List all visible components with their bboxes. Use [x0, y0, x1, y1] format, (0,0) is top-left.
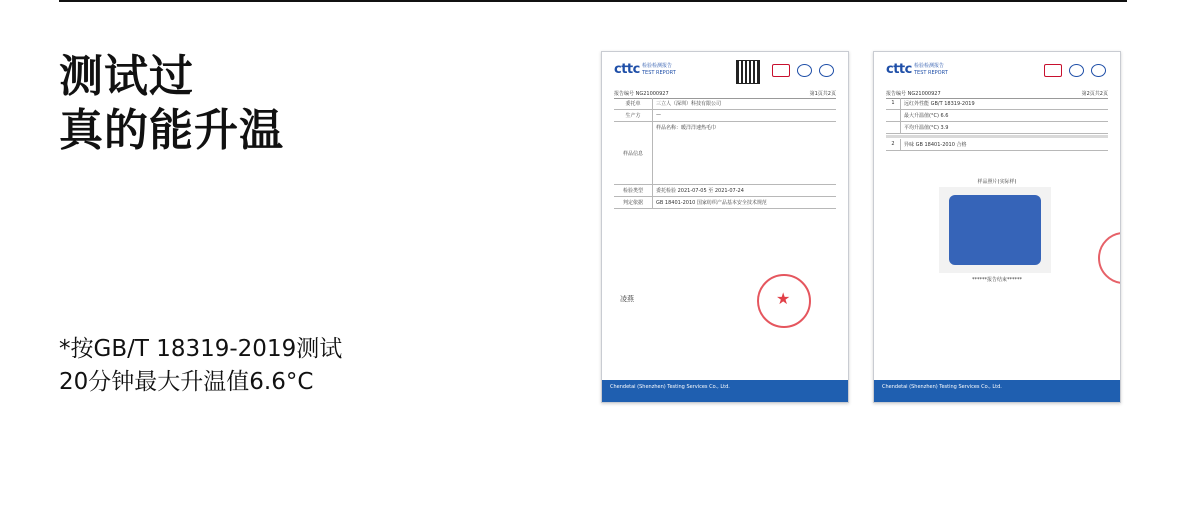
- cnas-seal-icon: [1091, 64, 1106, 77]
- table-row: 平均升温值(°C) 3.9: [886, 122, 1108, 134]
- report-title: 检验检测报告 TEST REPORT: [914, 63, 948, 76]
- cnas-seal-icon: [819, 64, 834, 77]
- report-end-mark: ******报告结束******: [971, 277, 1022, 283]
- cma-seal-icon: [772, 64, 790, 77]
- top-divider: [59, 0, 1127, 2]
- cma-seal-icon: [1044, 64, 1062, 77]
- official-stamp-icon: ★: [757, 274, 811, 328]
- table-row: 2 异味 GB 18401-2010 合格: [886, 139, 1108, 151]
- certification-seals: [770, 62, 834, 81]
- table-row: 判定依据 GB 18401-2010 国家纺织产品基本安全技术规范: [614, 197, 836, 209]
- results-table: [886, 98, 1108, 151]
- table-row: 样品信息 样品名称：暖洋洋速热毛巾: [614, 122, 836, 185]
- report-table: [614, 98, 836, 209]
- sample-photo: [939, 187, 1051, 273]
- towel-image: [949, 195, 1041, 265]
- footer-company: Chendetai (Shenzhen) Testing Services Co., Ltd.: [882, 384, 1002, 390]
- report-footer: [874, 380, 1120, 402]
- test-report-page-2: [873, 51, 1121, 403]
- table-row: 委托单 三立人（深圳）科技有限公司: [614, 98, 836, 110]
- table-row: 检验类型 委托检验 2021-07-05 至 2021-07-24: [614, 185, 836, 197]
- signature: 凌燕: [620, 295, 634, 303]
- table-row: 1 远红外性能 GB/T 18319-2019: [886, 98, 1108, 110]
- test-note-line-1: *按GB/T 18319-2019测试: [59, 336, 343, 362]
- cttc-logo: cttc: [886, 62, 912, 77]
- table-row: 最大升温值(°C) 6.6: [886, 110, 1108, 122]
- cttc-logo: cttc: [614, 62, 640, 77]
- ilac-seal-icon: [797, 64, 812, 77]
- headline-line-2: 真的能升温: [59, 105, 284, 156]
- headline-line-1: 测试过: [59, 51, 194, 102]
- test-note: [59, 333, 342, 399]
- qr-code-icon: [736, 60, 760, 84]
- report-header: [614, 62, 838, 84]
- test-note-line-2: 20分钟最大升温值6.6°C: [59, 369, 314, 395]
- headline: [59, 50, 284, 158]
- report-number: 报告编号 NG21000927: [614, 91, 669, 97]
- footer-company: Chendetai (Shenzhen) Testing Services Co., Ltd.: [610, 384, 730, 390]
- report-number: 报告编号 NG21000927: [886, 91, 941, 97]
- ilac-seal-icon: [1069, 64, 1084, 77]
- report-title: 检验检测报告 TEST REPORT: [642, 63, 676, 76]
- photo-caption: 样品照片(实际样): [977, 179, 1017, 185]
- report-header: [886, 62, 1110, 84]
- table-row: 生产方 —: [614, 110, 836, 122]
- divider: [886, 135, 1108, 138]
- certification-seals: [1042, 62, 1106, 81]
- test-report-page-1: [601, 51, 849, 403]
- page-number: 第1页共2页: [809, 91, 836, 97]
- page-number: 第2页共2页: [1081, 91, 1108, 97]
- report-footer: [602, 380, 848, 402]
